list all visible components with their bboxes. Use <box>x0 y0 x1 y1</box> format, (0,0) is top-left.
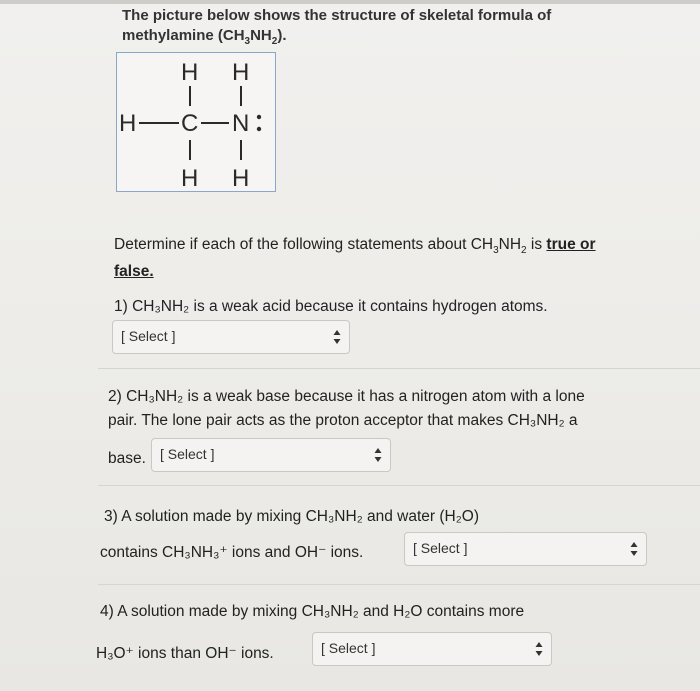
question-3-select-label: [ Select ] <box>413 540 468 556</box>
select-arrows-icon <box>535 641 543 657</box>
instruction-text: Determine if each of the following statements about $CH_3NH_2$ is true or false. <box>114 236 596 281</box>
question-3-select[interactable] <box>404 532 647 566</box>
true-or-label: true or <box>546 236 596 253</box>
atom-h-top-left: H <box>181 59 199 86</box>
question-4-select[interactable] <box>312 632 552 666</box>
question-1-select-label: [ Select ] <box>121 328 176 344</box>
divider <box>98 584 700 585</box>
intro-line1: The picture below shows the structure of skeletal formula of <box>122 7 552 24</box>
atom-h-bottom-right: H <box>232 165 250 191</box>
false-label: false. <box>114 263 154 281</box>
select-arrows-icon <box>333 329 341 345</box>
question-4-select-label: [ Select ] <box>321 640 376 656</box>
select-arrows-icon <box>630 541 638 557</box>
divider <box>98 485 700 486</box>
question-3-line1: 3) A solution made by mixing CH₃NH₂ and water (H₂O) <box>104 508 479 525</box>
divider <box>98 368 700 369</box>
question-2-select[interactable] <box>151 438 391 472</box>
atom-h-bottom-left: H <box>181 165 199 191</box>
question-2-line3: base. <box>108 450 146 467</box>
question-2-line1: 2) CH₃NH₂ is a weak base because it has a nitrogen atom with a lone <box>108 388 585 405</box>
lone-pair-dot-1 <box>257 115 261 119</box>
question-1-select[interactable] <box>112 320 350 354</box>
question-3-line2: contains CH₃NH₃⁺ ions and OH⁻ ions. <box>100 544 364 561</box>
atom-c: C <box>181 110 199 137</box>
atom-h-left: H <box>119 110 137 137</box>
atom-n: N <box>232 110 250 137</box>
intro-text <box>122 6 642 52</box>
question-4-line2: H₃O⁺ ions than OH⁻ ions. <box>96 645 274 662</box>
question-4-line1: 4) A solution made by mixing CH₃NH₂ and H₂O contains more <box>100 603 525 620</box>
question-1-text: 1) CH₃NH₂ is a weak acid because it contains hydrogen atoms. <box>114 298 548 315</box>
intro-line2: methylamine $(CH_3NH_2)$. <box>122 27 287 47</box>
atom-h-top-right: H <box>232 59 250 86</box>
select-arrows-icon <box>374 447 382 463</box>
top-border <box>0 0 700 4</box>
lone-pair-dot-2 <box>257 127 261 131</box>
question-2-line2: pair. The lone pair acts as the proton acceptor that makes CH₃NH₂ a <box>108 412 578 429</box>
methylamine-structure <box>116 52 276 192</box>
question-2-select-label: [ Select ] <box>160 446 215 462</box>
